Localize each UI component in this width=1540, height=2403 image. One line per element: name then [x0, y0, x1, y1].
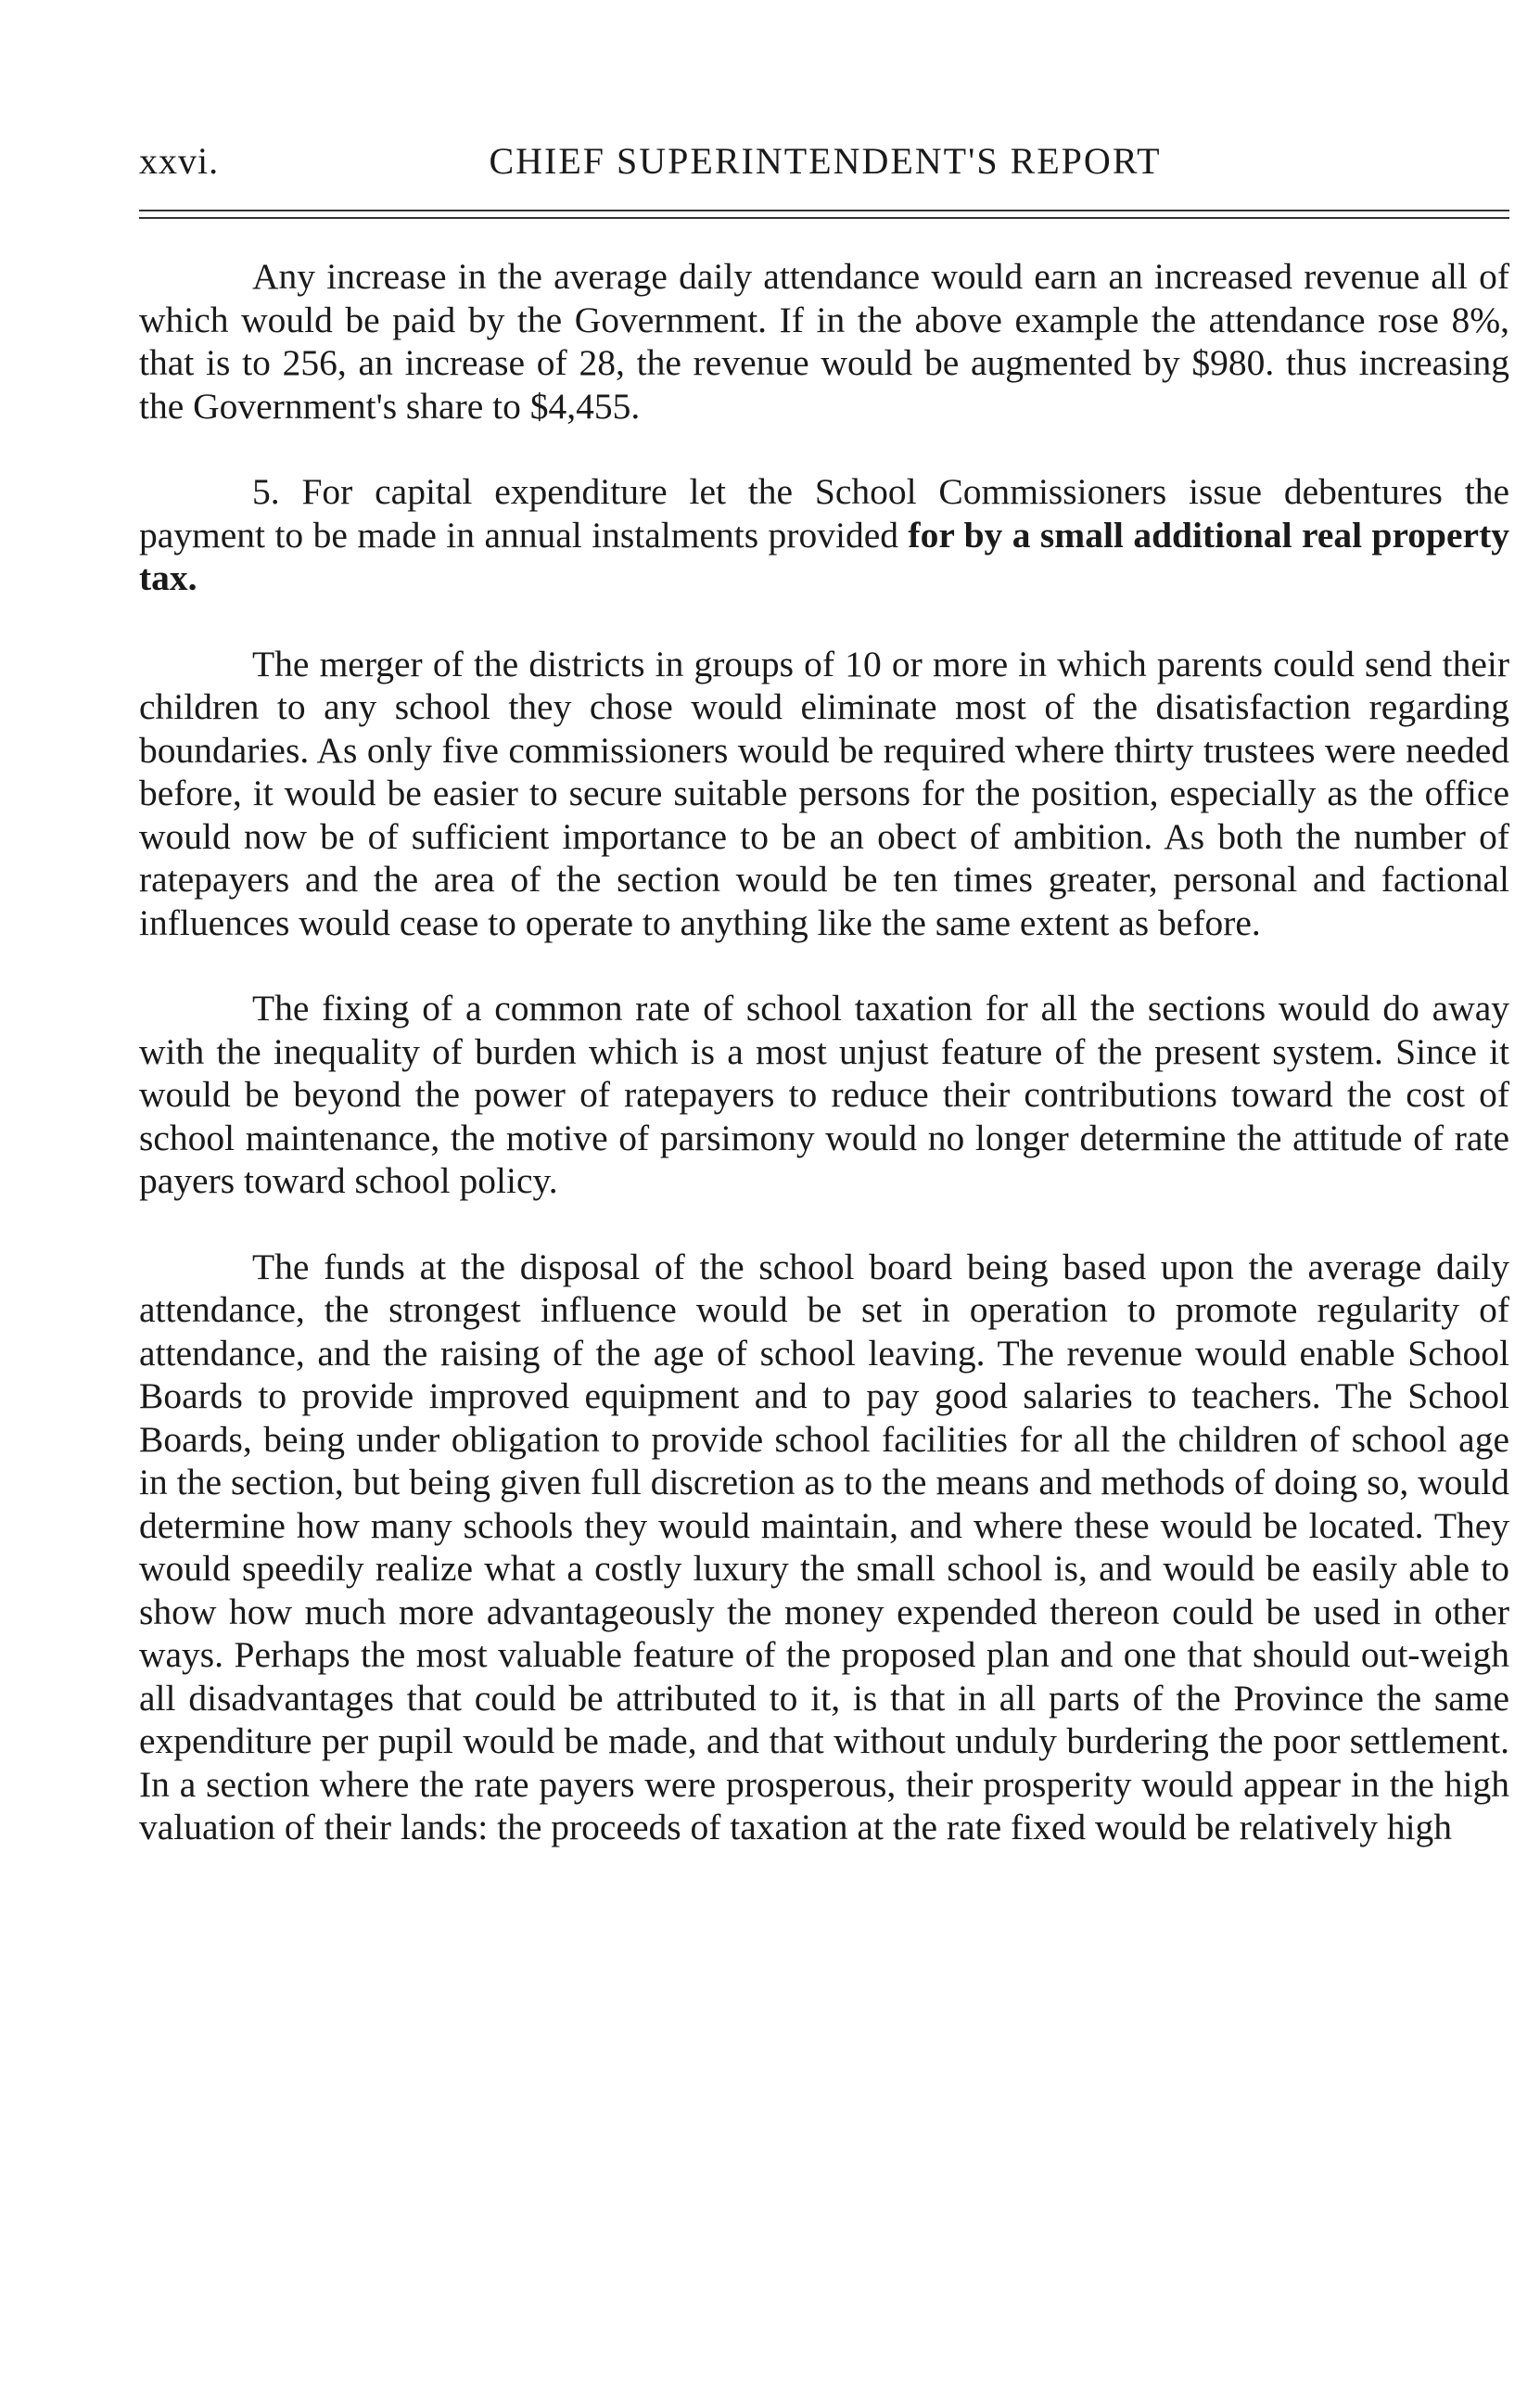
paragraph-2-bold-text: for by a small additional real property tax.	[139, 514, 1509, 598]
header-rule-bottom	[139, 217, 1509, 219]
body-text	[139, 255, 1509, 1849]
paragraph-2-text: For capital expenditure let the School Commissioners issue debentures the payment to be made in annual instalments provided	[139, 471, 1510, 556]
paragraph-3: The merger of the districts in groups of 10 or more in which parents could send their children to any school they chose would eliminate most of the disatisfaction regarding boundaries. As only five commissioners would be required where thirty trustees were needed before, it would be easier to secure suitable persons for the position, especially as the office would now be of sufficient importance to be an obect of ambition. As both the number of ratepayers and the area of the section would be ten times greater, personal and factional influences would cease to operate to anything like the same extent as before.	[139, 643, 1509, 943]
header-rule-top	[139, 210, 1509, 211]
page-header	[139, 139, 1511, 195]
paragraph-2-number: 5.	[252, 471, 280, 512]
paragraph-2	[139, 470, 1509, 600]
paragraph-1: Any increase in the average daily attendance would earn an increased revenue all of which would be paid by the Government. If in the above example the attendance rose 8%, that is to 256, an increase of 28, the revenue would be augmented by $980. thus increasing the Government's share to $4,455.	[139, 256, 1509, 427]
paragraph-4: The fixing of a common rate of school taxation for all the sections would do away with the inequality of burden which is a most unjust feature of the present system. Since it would be beyond the power of ratepayers to reduce their contributions toward the cost of school maintenance, the motive of parsimony would no longer determine the attitude of rate payers toward school policy.	[139, 988, 1509, 1201]
paragraph-5: The funds at the disposal of the school board being based upon the average daily attendance, the strongest influence would be set in operation to promote regularity of attendance, and the raising of the age of school leaving. The revenue would enable School Boards to provide improved equipment and to pay good salaries to teachers. The School Boards, being under obligation to provide school facilities for all the children of school age in the section, but being given full discretion as to the means and methods of doing so, would determine how many schools they would maintain, and where these would be located. They would speedily realize what a costly luxury the small school is, and would be easily able to show how much more advantageously the money expended thereon could be used in other ways. Perhaps the most valuable feature of the proposed plan and one that should out-weigh all disadvantages that could be attributed to it, is that in all parts of the Province the same expenditure per pupil would be made, and that without unduly burdering the poor settlement. In a section where the rate payers were prosperous, their prosperity would appear in the high valuation of their lands: the proceeds of taxation at the rate fixed would be relatively high	[139, 1246, 1509, 1847]
page-number: xxvi.	[139, 140, 220, 182]
running-title: CHIEF SUPERINTENDENT'S REPORT	[489, 140, 1162, 182]
